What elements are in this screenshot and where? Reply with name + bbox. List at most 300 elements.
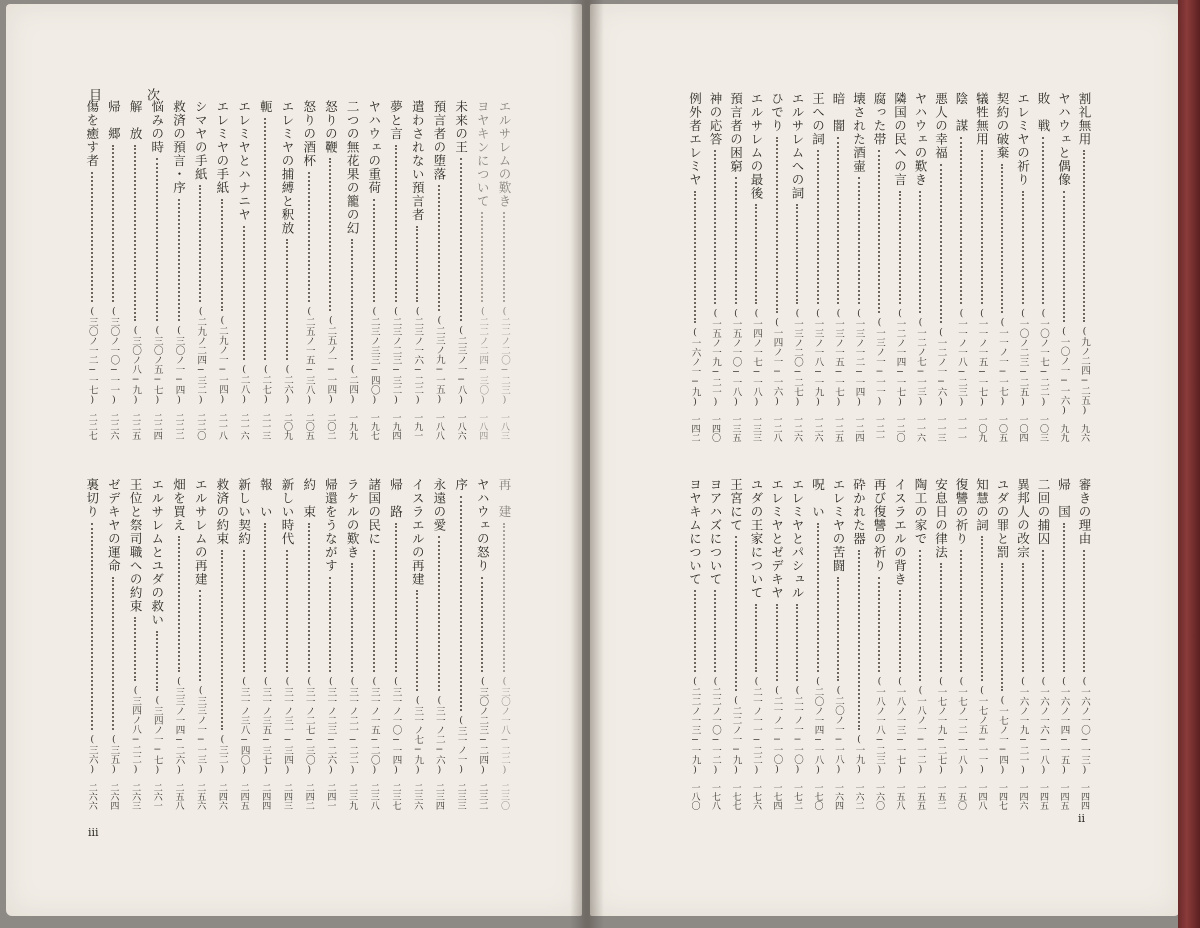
toc-entry-verse: (一一ノ一−一七) xyxy=(997,317,1008,407)
leader-dots xyxy=(156,158,158,321)
toc-entry xyxy=(1013,92,1033,442)
toc-entry-title: 安息日の律法 xyxy=(933,478,949,559)
toc-entry-title: 神の応答 xyxy=(708,92,723,146)
leader-dots xyxy=(817,150,819,304)
toc-entry xyxy=(407,478,427,810)
toc-entry xyxy=(992,478,1012,810)
toc-entry-page: 一五二 xyxy=(935,783,946,810)
toc-entry xyxy=(1054,478,1074,810)
toc-entry-verse: (二九ノ二四−三二) xyxy=(195,305,207,405)
leader-dots xyxy=(199,185,201,302)
toc-entry-page: 一〇五 xyxy=(997,415,1007,442)
toc-entry xyxy=(386,478,406,810)
toc-entry-verse: (二五ノ一五−三八) xyxy=(303,305,315,405)
toc-entry xyxy=(212,478,232,810)
toc-entry-verse: (一七ノ一−四) xyxy=(997,694,1008,775)
toc-entry-verse: (一四ノ一七−一八) xyxy=(751,307,762,407)
toc-entry-verse: (一三ノ一八−一九) xyxy=(812,307,824,407)
toc-entry-title: 帰 国 xyxy=(1056,478,1072,519)
page-number-right: ii xyxy=(1078,812,1086,825)
toc-entry-title: 傷を癒す者 xyxy=(84,100,100,168)
toc-entry-title: エレミヤの捕縛と釈放 xyxy=(280,100,295,235)
toc-entry-title: 新しい時代 xyxy=(280,478,295,546)
toc-entry-title: エレミヤとパシュル xyxy=(790,478,805,600)
leader-dots xyxy=(134,617,136,681)
toc-entry-page: 一二五 xyxy=(833,415,843,442)
toc-entry-verse: (一八ノ一−一二) xyxy=(915,685,926,775)
leader-dots xyxy=(178,536,180,672)
toc-entry-page: 二〇五 xyxy=(303,413,314,440)
toc-entry-page: 一四五 xyxy=(1038,783,1048,810)
leader-dots xyxy=(796,604,798,682)
toc-entry-page: 二五八 xyxy=(173,783,184,810)
leader-dots xyxy=(481,577,483,672)
toc-entry-verse: (二三ノ九−一五) xyxy=(433,315,445,405)
toc-entry-verse: (三〇ノ一八−二二) xyxy=(499,675,510,775)
toc-entry-page: 一四八 xyxy=(976,783,987,810)
toc-entry-title: 呪 い xyxy=(810,478,826,519)
toc-entry-verse: (二二ノ一〇−一二) xyxy=(710,675,721,775)
toc-entry xyxy=(1074,478,1094,810)
toc-entry-title: 隣国の民への言 xyxy=(892,92,908,187)
toc-entry-page: 一三三 xyxy=(751,415,761,442)
leader-dots xyxy=(373,199,375,302)
toc-entry-title: ラケルの歎き xyxy=(345,478,361,559)
toc-entry xyxy=(931,92,951,442)
toc-entry-verse: (三四ノ一−七) xyxy=(151,694,163,775)
toc-entry xyxy=(972,92,992,442)
toc-entry-title: 契約の破棄 xyxy=(995,92,1010,160)
toc-entry-verse: (二二ノ二四−三〇) xyxy=(477,305,489,405)
toc-entry-page: 二三八 xyxy=(368,783,379,810)
toc-entry-page: 一七四 xyxy=(771,783,782,810)
toc-entry xyxy=(299,100,319,440)
toc-entry xyxy=(103,478,123,810)
leader-dots xyxy=(286,550,288,672)
toc-entry-title: 解 放 xyxy=(128,100,144,141)
toc-entry-page: 一四七 xyxy=(997,783,1007,810)
toc-entry-verse: (三三ノ一四−二六) xyxy=(173,675,185,775)
toc-entry-title: 復讐の祈り xyxy=(954,478,969,546)
toc-entry-verse: (二九ノ一−一四) xyxy=(216,315,228,405)
toc-header-left: 目 xyxy=(86,88,101,105)
leader-dots xyxy=(438,536,440,691)
leader-dots xyxy=(243,226,245,361)
leader-dots xyxy=(395,523,397,672)
toc-entry-title: エレミヤとゼデキヤ xyxy=(769,478,785,600)
leader-dots xyxy=(858,177,860,304)
toc-entry-page: 一一六 xyxy=(915,415,925,442)
toc-entry-page: 二三三 xyxy=(455,783,466,810)
toc-entry-title: 腐った帯 xyxy=(872,92,887,146)
toc-entry-verse: (三一ノ三五−三七) xyxy=(260,675,272,775)
toc-entry-title: エルサレムの最後 xyxy=(749,92,764,200)
toc-entry-title: ヤハウェの重荷 xyxy=(366,100,382,195)
toc-entry-title: 約 束 xyxy=(301,478,317,519)
toc-entry-page: 二六一 xyxy=(151,783,162,810)
leader-dots xyxy=(264,523,266,672)
toc-entry-page: 一〇四 xyxy=(1017,415,1028,442)
leader-dots xyxy=(735,536,737,691)
toc-entry-title: ヨアハズについて xyxy=(708,478,723,586)
toc-entry-title: ゼデキヤの運命 xyxy=(106,478,122,573)
toc-entry-page: 二二二 xyxy=(173,413,184,440)
toc-entry-page: 二二四 xyxy=(151,413,162,440)
toc-entry-page: 一九七 xyxy=(368,413,379,440)
toc-entry-title: 裏切り xyxy=(84,478,100,519)
leader-dots xyxy=(919,191,921,314)
toc-entry xyxy=(1054,92,1074,442)
toc-entry-title: 怒りの酒杯 xyxy=(301,100,317,168)
toc-entry-verse: (一二ノ七−一三) xyxy=(915,317,926,407)
toc-entry-page: 二三二 xyxy=(477,783,488,810)
toc-entry xyxy=(910,92,930,442)
toc-entry-page: 一七〇 xyxy=(812,783,823,810)
toc-entry-title: 二回の捕囚 xyxy=(1036,478,1051,546)
toc-entry-title: 二つの無花果の籠の幻 xyxy=(345,100,361,235)
toc-entry-verse: (三一ノ二−六) xyxy=(433,694,445,775)
toc-entry-verse: (二七) xyxy=(260,364,272,405)
toc-entry-verse: (三一ノ二一−二二) xyxy=(347,675,359,775)
toc-entry xyxy=(255,478,275,810)
toc-entry-page: 一五〇 xyxy=(956,783,966,810)
leader-dots xyxy=(755,604,757,672)
toc-entry-page: 二〇二 xyxy=(325,413,336,440)
toc-entry xyxy=(147,478,167,810)
leader-dots xyxy=(199,590,201,681)
toc-entry xyxy=(364,100,384,440)
toc-entry-title: ユダの罪と罰 xyxy=(995,478,1010,559)
toc-entry-verse: (三〇ノ一二−一七) xyxy=(86,305,98,405)
leader-dots xyxy=(919,550,921,682)
toc-entry-page: 一七八 xyxy=(710,783,720,810)
toc-entry-page: 一一三 xyxy=(935,415,946,442)
toc-entry-page: 二三九 xyxy=(347,783,358,810)
leader-dots xyxy=(286,239,288,360)
toc-entry-verse: (一六ノ一九−二一) xyxy=(1017,675,1029,775)
toc-entry xyxy=(767,92,787,442)
toc-entry-verse: (三一ノ三一−三四) xyxy=(282,675,293,775)
toc-entry-verse: (一三ノ二〇−二七) xyxy=(792,307,803,407)
toc-entry xyxy=(429,478,449,810)
toc-entry xyxy=(190,100,210,440)
toc-entry xyxy=(828,92,848,442)
toc-entry xyxy=(82,478,102,810)
toc-entry-title: 帰還をうながす xyxy=(323,478,339,573)
toc-entry xyxy=(103,100,123,440)
leader-dots xyxy=(351,563,353,672)
toc-entry-page: 一二六 xyxy=(812,415,823,442)
toc-entry-verse: (三一ノ一五−二〇) xyxy=(368,675,380,775)
toc-entry-title: シマヤの手紙 xyxy=(193,100,209,181)
toc-entry-verse: (二六) xyxy=(282,364,293,405)
toc-entry-page: 一六二 xyxy=(853,783,864,810)
toc-entry xyxy=(429,100,449,440)
toc-entry-title: ユダの王家について xyxy=(749,478,764,600)
toc-entry xyxy=(726,478,746,810)
toc-entry-title: 悩みの時 xyxy=(149,100,165,154)
toc-entry-verse: (一〇ノ二三−二五) xyxy=(1017,307,1029,407)
toc-entry xyxy=(1033,478,1053,810)
toc-entry-page: 一一一 xyxy=(956,415,966,442)
toc-entry-title: 犠牲無用 xyxy=(974,92,990,146)
toc-entry-title: 暗 闇 xyxy=(831,92,846,133)
toc-entry xyxy=(169,478,189,810)
leader-dots xyxy=(940,164,942,323)
leader-dots xyxy=(837,137,839,304)
toc-entry-title: 救済の約束 xyxy=(214,478,230,546)
toc-entry-page: 二四六 xyxy=(216,783,227,810)
toc-entry-verse: (三〇ノ一〇−一一) xyxy=(108,305,120,405)
toc-header-right: 次 xyxy=(144,88,159,105)
toc-entry xyxy=(951,478,971,810)
toc-entry-page: 一四〇 xyxy=(710,415,720,442)
toc-entry xyxy=(972,478,992,810)
toc-entry-verse: (一六ノ一六−一八) xyxy=(1038,675,1049,775)
toc-entry-title: エレミヤとハナニヤ xyxy=(236,100,252,222)
leader-dots xyxy=(1042,550,1044,672)
leader-dots xyxy=(755,204,757,304)
toc-entry-title: 再 建 xyxy=(497,478,512,519)
toc-entry-title: 砕かれた器 xyxy=(851,478,867,546)
toc-entry-page: 一六〇 xyxy=(874,783,884,810)
toc-entry-verse: (一七ノ一九−二七) xyxy=(935,675,947,775)
toc-entry xyxy=(255,100,275,440)
toc-entry-page: 一八八 xyxy=(433,413,444,440)
toc-entry xyxy=(931,478,951,810)
toc-entry xyxy=(125,478,145,810)
toc-entry-verse: (一八ノ一八−二三) xyxy=(874,675,885,775)
toc-entry xyxy=(299,478,319,810)
toc-entry xyxy=(1033,92,1053,442)
toc-entry-verse: (一六ノ一四−一五) xyxy=(1058,675,1070,775)
toc-entry-title: 怒りの鞭 xyxy=(323,100,339,154)
book-cover-edge xyxy=(1178,0,1200,928)
leader-dots xyxy=(776,137,778,314)
leader-dots xyxy=(373,550,375,672)
toc-entry xyxy=(705,92,725,442)
toc-entry xyxy=(869,478,889,810)
toc-entry-title: エルサレムへの詞 xyxy=(790,92,805,200)
toc-entry-title: 諸国の民に xyxy=(366,478,382,546)
toc-entry-title: 預言者の堕落 xyxy=(431,100,447,181)
toc-entry xyxy=(277,100,297,440)
toc-entry-verse: (一〇ノ一−一六) xyxy=(1058,326,1070,416)
toc-entry-title: ヤハウェの怒り xyxy=(475,478,491,573)
toc-entry-title: 救済の預言・序 xyxy=(171,100,187,195)
toc-entry-verse: (一七ノ一二−一八) xyxy=(956,675,967,775)
toc-entry xyxy=(364,478,384,810)
toc-entry-title: 軛 xyxy=(258,100,274,114)
toc-entry-title: 永遠の愛 xyxy=(431,478,447,532)
toc-entry xyxy=(320,478,340,810)
toc-entry-verse: (二三ノ二三−三二) xyxy=(390,305,402,405)
toc-entry-title: 敗 戦 xyxy=(1036,92,1051,133)
toc-entry xyxy=(726,92,746,442)
toc-entry-title: エレミヤの手紙 xyxy=(214,100,230,195)
toc-entry-title: 王への詞 xyxy=(810,92,826,146)
toc-entry-page: 一六四 xyxy=(833,783,843,810)
toc-entry xyxy=(472,100,492,440)
toc-entry-page: 二二七 xyxy=(86,413,97,440)
toc-entry-title: 異邦人の改宗 xyxy=(1015,478,1031,559)
toc-entry-page: 一八三 xyxy=(499,413,509,440)
toc-entry-title: 悪人の幸福 xyxy=(933,92,949,160)
toc-entry-verse: (二四) xyxy=(347,364,359,405)
toc-entry xyxy=(951,92,971,442)
toc-entry-page: 二一八 xyxy=(216,413,227,440)
toc-entry-page: 二四五 xyxy=(238,783,249,810)
toc-entry-page: 二四四 xyxy=(260,783,271,810)
leader-dots xyxy=(221,199,223,312)
toc-entry-page: 二三〇 xyxy=(499,783,509,810)
toc-entry-verse: (三一ノ一) xyxy=(455,715,467,775)
toc-entry-verse: (三二) xyxy=(216,734,228,775)
toc-entry xyxy=(808,92,828,442)
toc-entry-title: 序 xyxy=(453,478,469,492)
toc-entry-page: 二四二 xyxy=(303,783,314,810)
leader-dots xyxy=(899,191,901,304)
toc-entry xyxy=(787,92,807,442)
leader-dots xyxy=(694,191,696,323)
toc-entry-page: 一七七 xyxy=(730,783,741,810)
toc-entry-title: 未来の王 xyxy=(453,100,469,154)
toc-entry-title: 再び復讐の祈り xyxy=(872,478,887,573)
toc-entry-title: 帰 路 xyxy=(388,478,404,519)
toc-entry-page: 一〇九 xyxy=(976,415,987,442)
toc-entry xyxy=(407,100,427,440)
toc-entry-verse: (一一ノ一五−一七) xyxy=(976,307,988,407)
toc-entry-page: 二一六 xyxy=(238,413,249,440)
toc-entry-verse: (二二ノ二〇−二三) xyxy=(499,305,510,405)
leader-dots xyxy=(329,577,331,672)
toc-entry-verse: (三〇ノ二三−二四) xyxy=(477,675,489,775)
toc-entry xyxy=(342,478,362,810)
toc-entry-verse: (一二ノ一−六) xyxy=(935,326,947,407)
toc-entry-verse: (一三ノ一二−一四) xyxy=(853,307,865,407)
toc-entry xyxy=(386,100,406,440)
toc-entry-title: 遣わされない預言者 xyxy=(410,100,426,222)
leader-dots xyxy=(1001,563,1003,691)
toc-entry xyxy=(787,478,807,810)
toc-entry-verse: (二二ノ一三−一九) xyxy=(689,675,701,775)
toc-entry-verse: (三一ノ二七−三〇) xyxy=(303,675,315,775)
leader-dots xyxy=(1022,563,1024,672)
toc-entry-title: 報 い xyxy=(258,478,274,519)
toc-entry-title: 審きの理由 xyxy=(1077,478,1092,546)
toc-entry xyxy=(849,92,869,442)
toc-entry-verse: (三一ノ三八−四〇) xyxy=(238,675,250,775)
toc-entry-verse: (三一ノ七−九) xyxy=(412,694,424,775)
toc-entry-page: 一二八 xyxy=(771,415,782,442)
toc-entry-verse: (三一ノ一〇−一四) xyxy=(390,675,402,775)
toc-entry xyxy=(685,92,705,442)
toc-entry-page: 九九 xyxy=(1058,424,1069,442)
toc-entry-title: エルサレムの再建 xyxy=(193,478,209,586)
toc-entry xyxy=(746,478,766,810)
toc-entry-verse: (一〇ノ一七−二二) xyxy=(1038,307,1049,407)
toc-entry-title: ひでり xyxy=(769,92,785,133)
toc-entry-verse: (二一ノ一一−二二) xyxy=(751,675,762,775)
toc-entry-verse: (二三ノ一六−二二) xyxy=(412,305,424,405)
toc-entry-verse: (二〇ノ一四−一八) xyxy=(812,675,824,775)
leader-dots xyxy=(837,577,839,682)
toc-entry-page: 一七二 xyxy=(792,783,802,810)
toc-entry-page: 二六四 xyxy=(108,783,119,810)
page-number-left: iii xyxy=(88,826,99,839)
toc-entry-verse: (一六ノ一−九) xyxy=(689,326,701,407)
leader-dots xyxy=(481,212,483,302)
toc-entry-page: 一四四 xyxy=(1079,783,1089,810)
toc-entry-page: 二二六 xyxy=(108,413,119,440)
leader-dots xyxy=(243,550,245,672)
leader-dots xyxy=(503,523,505,672)
leader-dots xyxy=(960,550,962,672)
toc-entry-verse: (三〇ノ一−四) xyxy=(173,324,185,405)
leader-dots xyxy=(1001,164,1003,314)
toc-entry-verse: (二〇ノ一−一八) xyxy=(833,685,844,775)
leader-dots xyxy=(308,172,310,302)
toc-entry-verse: (一七ノ五−一一) xyxy=(976,685,988,775)
toc-entry-page: 一七六 xyxy=(751,783,761,810)
leader-dots xyxy=(438,185,440,311)
toc-entry xyxy=(472,478,492,810)
toc-entry-title: エレミヤの苦闘 xyxy=(831,478,846,573)
toc-entry-verse: (一五ノ一九−二一) xyxy=(710,307,721,407)
leader-dots xyxy=(351,239,353,360)
toc-entry-page: 一四二 xyxy=(689,415,700,442)
leader-dots xyxy=(112,145,114,302)
leader-dots xyxy=(878,577,880,672)
toc-entry-title: 壊された酒壷 xyxy=(851,92,867,173)
leader-dots xyxy=(134,145,136,321)
toc-entry-title: 預言者の困窮 xyxy=(728,92,744,173)
toc-entry-title: 帰 郷 xyxy=(106,100,122,141)
toc-entry-page: 二〇九 xyxy=(282,413,292,440)
toc-entry-title: ヤハウェの歎き xyxy=(913,92,928,187)
leader-dots xyxy=(1063,191,1065,323)
leader-dots xyxy=(981,150,983,304)
toc-entry-page: 一三五 xyxy=(730,415,741,442)
toc-entry-title: 割礼無用 xyxy=(1077,92,1092,146)
leader-dots xyxy=(1083,150,1085,322)
toc-entry-verse: (一五ノ一〇−一八) xyxy=(730,307,742,407)
toc-entry-page: 二三七 xyxy=(390,783,401,810)
leader-dots xyxy=(878,150,880,313)
toc-entry-page: 二六三 xyxy=(130,783,141,810)
toc-entry-verse: (二八) xyxy=(238,364,250,405)
leader-dots xyxy=(776,604,778,682)
toc-entry-page: 一八六 xyxy=(455,413,466,440)
leader-dots xyxy=(91,523,93,731)
toc-entry-verse: (一三ノ一五−一七) xyxy=(833,307,844,407)
leader-dots xyxy=(960,137,962,304)
toc-entry-verse: (三六) xyxy=(86,734,98,775)
toc-entry-title: イスラエルの背き xyxy=(892,478,908,586)
toc-entry-verse: (二三ノ一−八) xyxy=(455,324,467,405)
toc-entry xyxy=(746,92,766,442)
toc-entry xyxy=(277,478,297,810)
toc-entry xyxy=(890,92,910,442)
leader-dots xyxy=(817,523,819,672)
toc-entry-title: 王宮にて xyxy=(728,478,744,532)
toc-entry-verse: (一一ノ一八−二三) xyxy=(956,307,967,407)
toc-entry xyxy=(767,478,787,810)
toc-entry xyxy=(451,100,471,440)
toc-entry xyxy=(685,478,705,810)
toc-entry-page: 一八〇 xyxy=(689,783,700,810)
toc-entry-verse: (一二ノ一四−一七) xyxy=(894,307,906,407)
